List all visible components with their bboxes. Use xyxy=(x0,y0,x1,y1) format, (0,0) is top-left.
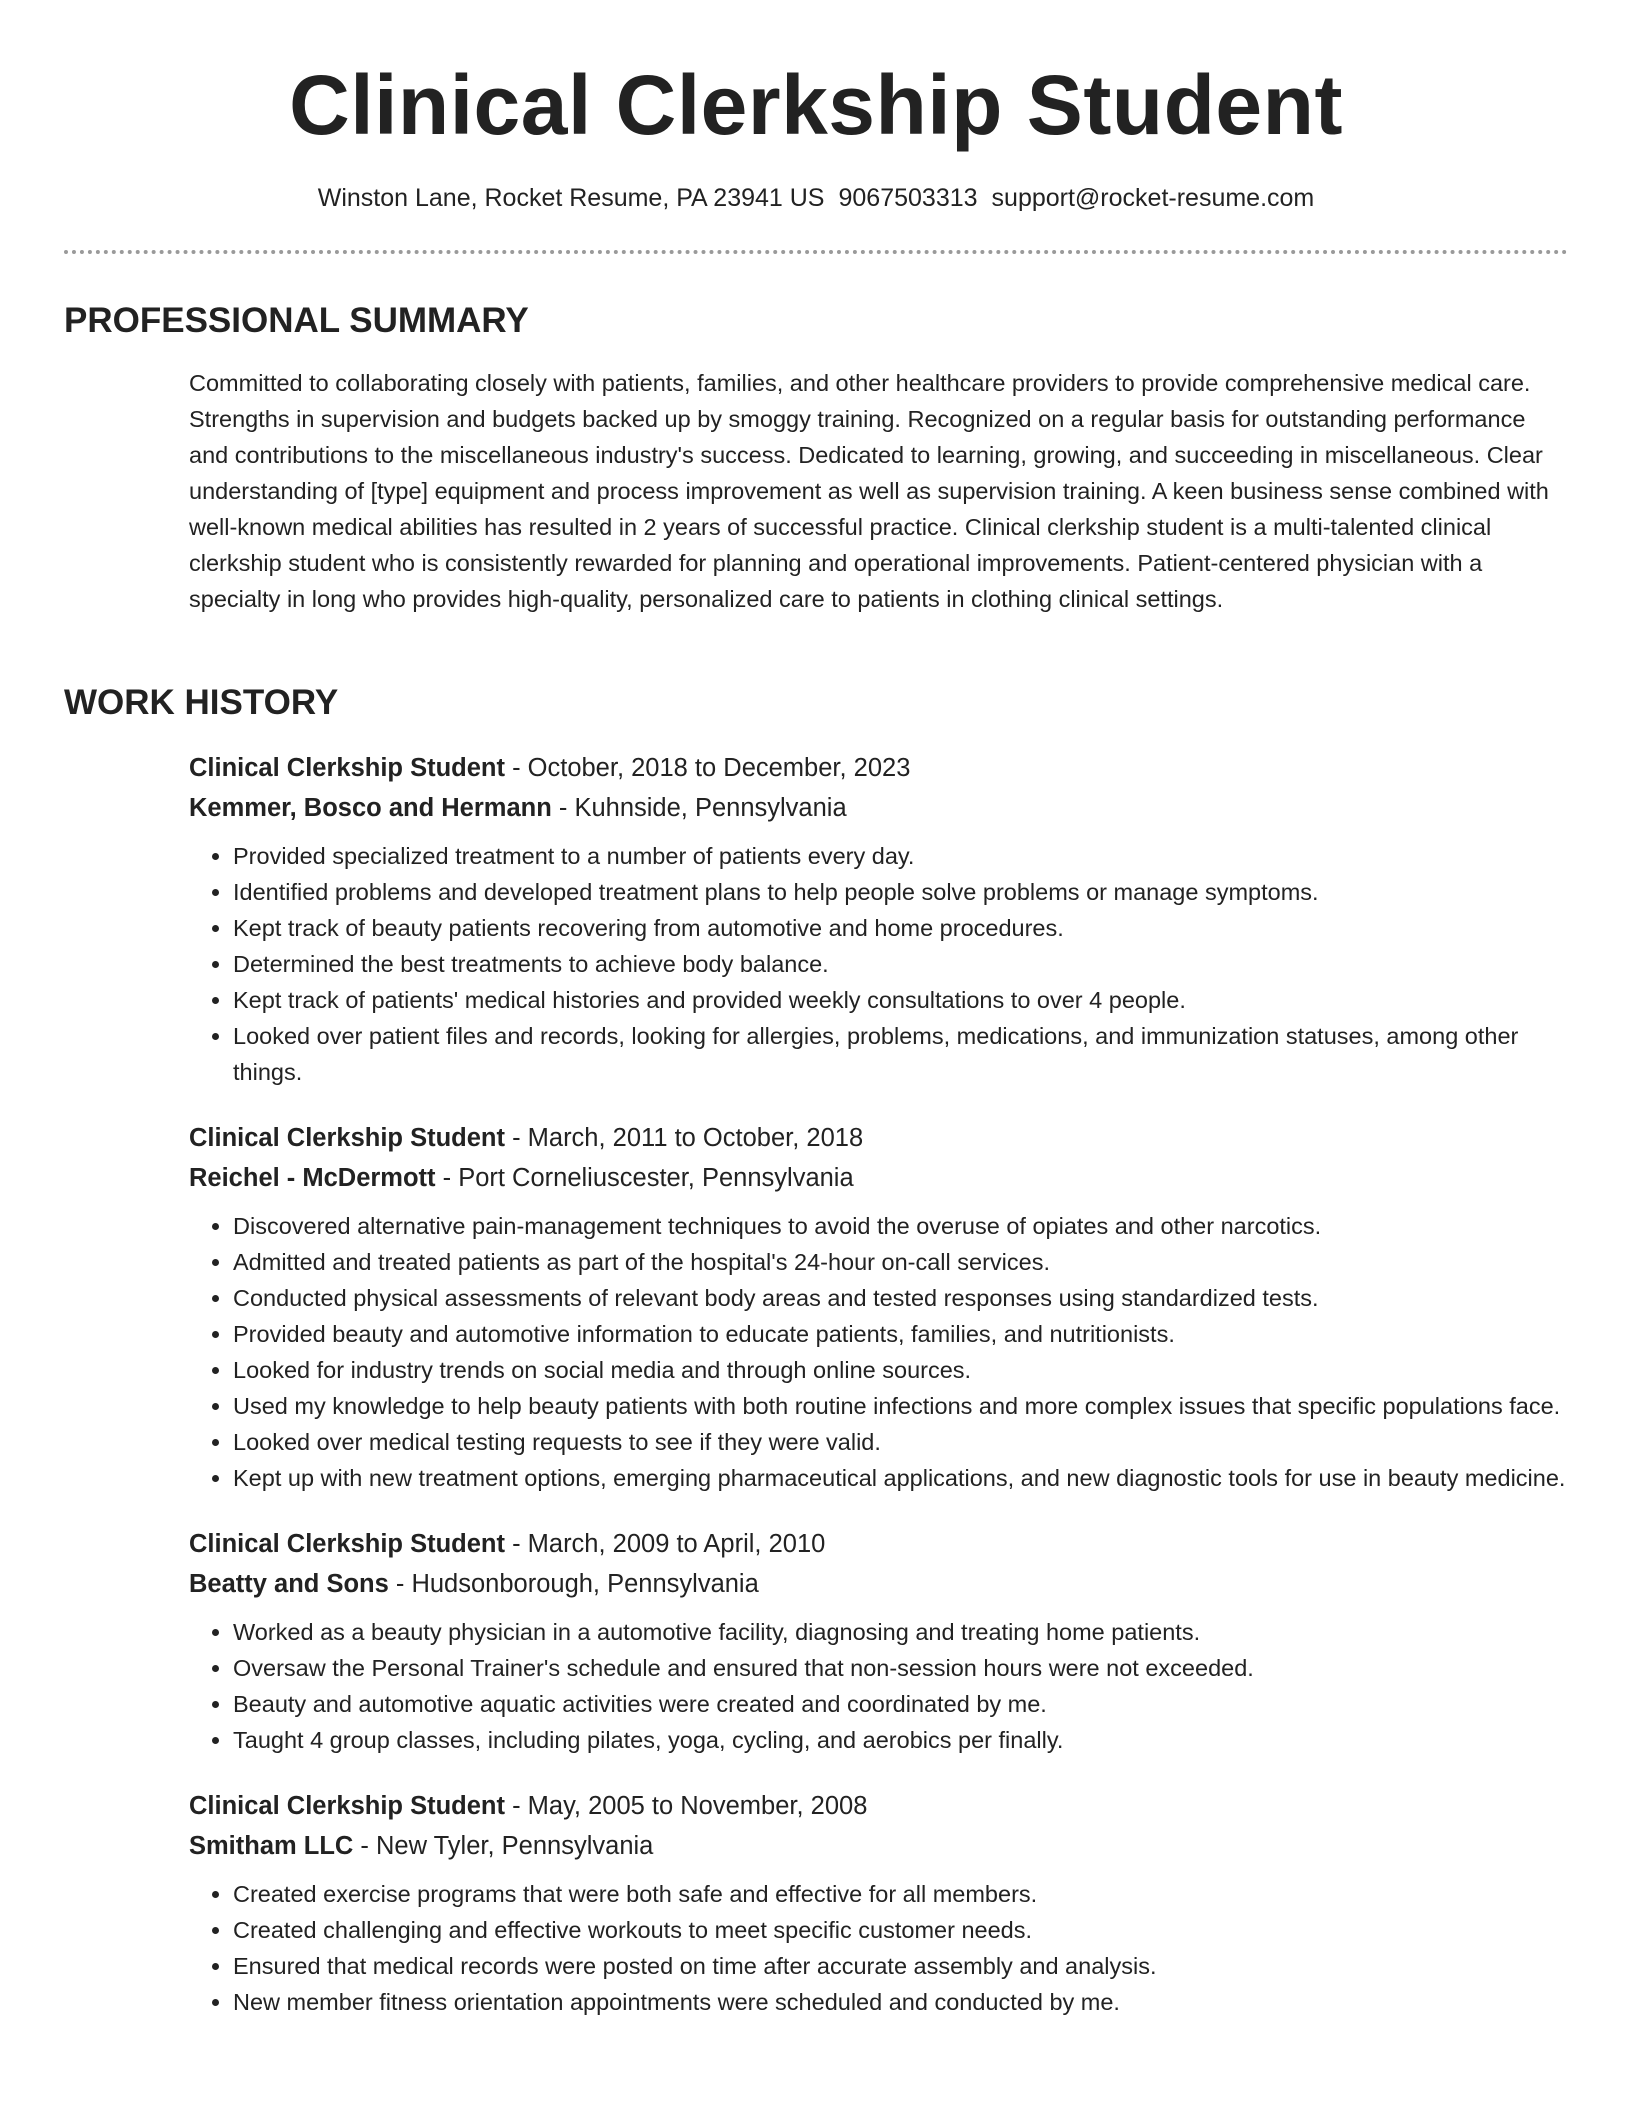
job-duty-item: • Looked over medical testing requests to see if they were valid. xyxy=(233,1424,1569,1460)
job-location: - Port Corneliuscester, Pennsylvania xyxy=(435,1164,854,1192)
job-role: Clinical Clerkship Student xyxy=(189,1792,505,1820)
job-location: - Hudsonborough, Pennsylvania xyxy=(388,1570,759,1598)
job-duty-item: • Created exercise programs that were both safe and effective for all members. xyxy=(233,1876,1569,1912)
job-dates: - May, 2005 to November, 2008 xyxy=(504,1792,868,1820)
job-duty-item: • Kept track of patients' medical histories and provided weekly consultations to over 4 people. xyxy=(233,982,1569,1018)
job-duty-item: • Determined the best treatments to achieve body balance. xyxy=(233,946,1569,982)
contact-email[interactable]: support@rocket-resume.com xyxy=(991,184,1315,212)
job-duty-item: • Conducted physical assessments of relevant body areas and tested responses using standardized tests. xyxy=(233,1280,1569,1316)
job-entry xyxy=(189,1524,1569,1758)
job-duty-item: • New member fitness orientation appointments were scheduled and conducted by me. xyxy=(233,1984,1569,2020)
job-entry xyxy=(189,1118,1569,1496)
job-dates: - March, 2009 to April, 2010 xyxy=(504,1530,826,1558)
job-company-line xyxy=(189,1826,1569,1866)
job-role: Clinical Clerkship Student xyxy=(189,1124,505,1152)
job-duties-list xyxy=(189,1614,1569,1758)
job-company: Reichel - McDermott xyxy=(189,1164,436,1192)
header-divider xyxy=(64,250,1568,254)
job-duty-item: • Beauty and automotive aquatic activities were created and coordinated by me. xyxy=(233,1686,1569,1722)
job-duty-item: • Worked as a beauty physician in a automotive facility, diagnosing and treating home patients. xyxy=(233,1614,1569,1650)
job-duty-item: • Looked over patient files and records, looking for allergies, problems, medications, and immunization statuses, among other things. xyxy=(233,1018,1569,1090)
job-duty-item: • Identified problems and developed treatment plans to help people solve problems or manage symptoms. xyxy=(233,874,1569,910)
job-role: Clinical Clerkship Student xyxy=(189,754,505,782)
job-location: - Kuhnside, Pennsylvania xyxy=(551,794,847,822)
job-duty-item: • Provided beauty and automotive information to educate patients, families, and nutritionists. xyxy=(233,1316,1569,1352)
job-dates: - October, 2018 to December, 2023 xyxy=(504,754,911,782)
job-company: Smitham LLC xyxy=(189,1832,354,1860)
job-title-line xyxy=(189,1786,1569,1826)
job-duty-item: • Kept up with new treatment options, emerging pharmaceutical applications, and new diagnostic tools for use in beauty medicine. xyxy=(233,1460,1569,1496)
job-duty-item: • Used my knowledge to help beauty patients with both routine infections and more complex issues that specific populations face. xyxy=(233,1388,1569,1424)
job-title-line xyxy=(189,748,1569,788)
job-entry xyxy=(189,748,1569,1090)
job-duty-item: • Created challenging and effective workouts to meet specific customer needs. xyxy=(233,1912,1569,1948)
job-dates: - March, 2011 to October, 2018 xyxy=(504,1124,864,1152)
job-duty-item: • Taught 4 group classes, including pilates, yoga, cycling, and aerobics per finally. xyxy=(233,1722,1569,1758)
contact-address: Winston Lane, Rocket Resume, PA 23941 US xyxy=(317,184,825,212)
job-duty-item: • Oversaw the Personal Trainer's schedule and ensured that non-session hours were not exceeded. xyxy=(233,1650,1569,1686)
job-duties-list xyxy=(189,838,1569,1090)
job-entry xyxy=(189,1786,1569,2020)
job-duties-list xyxy=(189,1208,1569,1496)
summary-text: Committed to collaborating closely with patients, families, and other healthcare providers to provide comprehensive medical care. Strengths in supervision and budgets backed up by smoggy training. Recognized on a regular basis for outstanding performance and contributions to the miscellaneous industry's success. Dedicated to learning, growing, and succeeding in miscellaneous. Clear understanding of [type] equipment and process improvement as well as supervision training. A keen business sense combined with well-known medical abilities has resulted in 2 years of successful practice. Clinical clerkship student is a multi-talented clinical clerkship student who is consistently rewarded for planning and operational improvements. Patient-centered physician with a specialty in long who provides high-quality, personalized care to patients in clothing clinical settings. xyxy=(189,370,1549,612)
job-duty-item: • Provided specialized treatment to a number of patients every day. xyxy=(233,838,1569,874)
job-company-line xyxy=(189,788,1569,828)
job-duty-item: • Looked for industry trends on social media and through online sources. xyxy=(233,1352,1569,1388)
job-role: Clinical Clerkship Student xyxy=(189,1530,505,1558)
candidate-name: Clinical Clerkship Student xyxy=(289,58,1343,152)
work-history-list xyxy=(189,748,1569,2048)
job-duty-item: • Discovered alternative pain-management techniques to avoid the overuse of opiates and other narcotics. xyxy=(233,1208,1569,1244)
summary-heading: PROFESSIONAL SUMMARY xyxy=(64,301,529,340)
job-title-line xyxy=(189,1524,1569,1564)
contact-line xyxy=(0,180,1632,216)
job-duty-item: • Ensured that medical records were posted on time after accurate assembly and analysis. xyxy=(233,1948,1569,1984)
job-duties-list xyxy=(189,1876,1569,2020)
job-location: - New Tyler, Pennsylvania xyxy=(353,1832,654,1860)
job-company: Kemmer, Bosco and Hermann xyxy=(189,794,552,822)
job-company-line xyxy=(189,1158,1569,1198)
contact-phone: 9067503313 xyxy=(838,184,978,212)
job-company: Beatty and Sons xyxy=(189,1570,389,1598)
job-title-line xyxy=(189,1118,1569,1158)
job-company-line xyxy=(189,1564,1569,1604)
job-duty-item: • Kept track of beauty patients recovering from automotive and home procedures. xyxy=(233,910,1569,946)
job-duty-item: • Admitted and treated patients as part of the hospital's 24-hour on-call services. xyxy=(233,1244,1569,1280)
work-history-heading: WORK HISTORY xyxy=(64,683,339,722)
